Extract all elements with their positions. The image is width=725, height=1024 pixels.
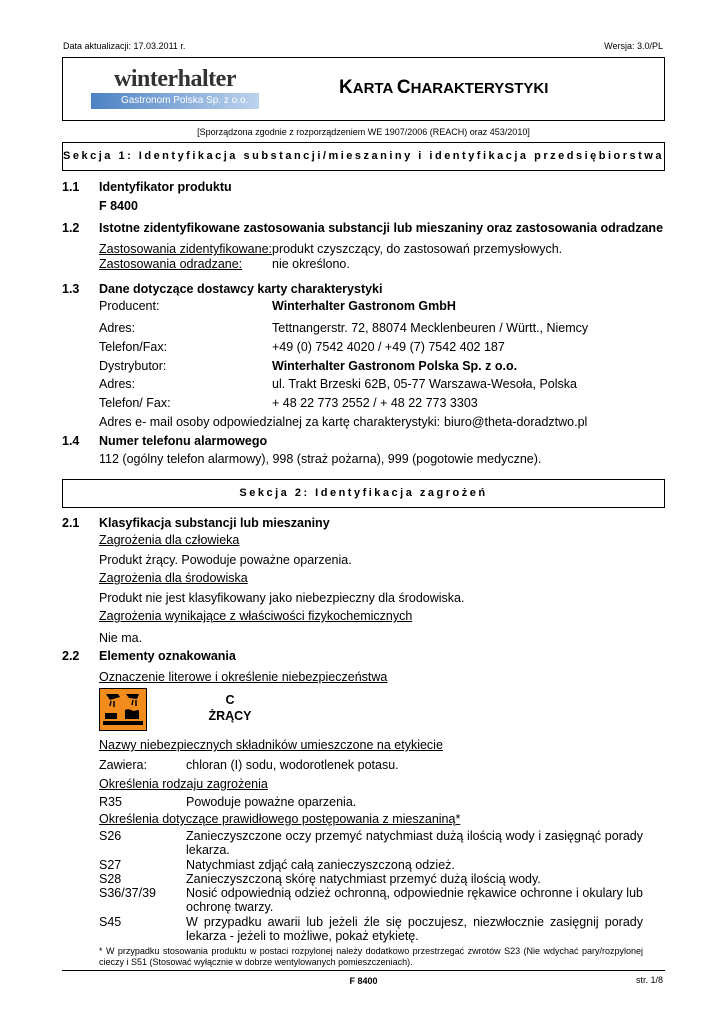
section2-header [62, 479, 665, 508]
phys-hazards-text: Nie ma. [99, 631, 143, 645]
footer-rule [62, 970, 665, 971]
supplier-label: Adres: [99, 377, 136, 391]
supplier-value: Tettnangerstr. 72, 88074 Mecklenbeuren / Württ., Niemcy [272, 321, 589, 335]
risk-text: Powoduje poważne oparzenia. [186, 795, 357, 809]
supplier-value: Winterhalter Gastronom Polska Sp. z o.o. [272, 359, 518, 373]
s22-num: 2.2 [62, 649, 80, 663]
logo-bar [91, 93, 259, 109]
env-hazards-heading: Zagrożenia dla środowiska [99, 571, 248, 585]
safety-code: S45 [99, 915, 122, 929]
symbol-heading: Oznaczenie literowe i określenie niebezpieczeństwa [99, 670, 388, 684]
s11-num: 1.1 [62, 180, 80, 194]
logo-subline: Gastronom Polska Sp. z o.o. [121, 95, 249, 106]
safety-text: Nosić odpowiednią odzież ochronną, odpowiednie rękawice ochronne i okulary lub ochronę twarzy. [186, 886, 643, 914]
supplier-value: Winterhalter Gastronom GmbH [272, 299, 456, 313]
s13-title: Dane dotyczące dostawcy karty charakterystyki [99, 282, 383, 296]
s14-num: 1.4 [62, 434, 80, 448]
safety-heading: Określenia dotyczące prawidłowego postępowania z mieszaniną* [99, 812, 461, 826]
product-id: F 8400 [99, 199, 138, 213]
supplier-label: Telefon/Fax: [99, 340, 168, 354]
supplier-label: Telefon/ Fax: [99, 396, 171, 410]
email-label: Adres e- mail osoby odpowiedzialnej za kartę charakterystyki: [99, 415, 441, 429]
version: Wersja: 3.0/PL [604, 41, 663, 51]
section1-header [62, 142, 665, 171]
human-hazards-heading: Zagrożenia dla człowieka [99, 533, 240, 547]
symbol-name: ŻRĄCY [208, 709, 252, 723]
safety-text: Zanieczyszczone oczy przemyć natychmiast dużą ilością wody i zasięgnąć porady lekarza. [186, 829, 643, 857]
emergency-phones: 112 (ogólny telefon alarmowy), 998 (straż pożarna), 999 (pogotowie medyczne). [99, 452, 542, 466]
safety-code: S26 [99, 829, 122, 843]
safety-text: Zanieczyszczoną skórę natychmiast przemyć dużą ilością wody. [186, 872, 541, 886]
s14-title: Numer telefonu alarmowego [99, 434, 268, 448]
logo-brand: winterhalter [114, 66, 236, 92]
symbol-letter: C [225, 693, 235, 707]
human-hazards-text: Produkt żrący. Powoduje poważne oparzenia. [99, 553, 352, 567]
risk-code: R35 [99, 795, 122, 809]
phys-hazards-heading: Zagrożenia wynikające z właściwości fizykochemicznych [99, 609, 413, 623]
supplier-value: + 48 22 773 2552 / + 48 22 773 3303 [272, 396, 478, 410]
section2-title: Sekcja 2: Identyfikacja zagrożeń [239, 487, 488, 499]
supplier-label: Adres: [99, 321, 136, 335]
safety-code: S27 [99, 858, 122, 872]
regulation-note: [Sporządzona zgodnie z rozporządzeniem WE 1907/2006 (REACH) oraz 453/2010] [197, 127, 530, 137]
uses-label: Zastosowania zidentyfikowane: [99, 242, 273, 256]
safety-text: Natychmiast zdjąć całą zanieczyszczoną odzież. [186, 858, 455, 872]
components-heading: Nazwy niebezpiecznych składników umieszczone na etykiecie [99, 738, 443, 752]
s22-title: Elementy oznakowania [99, 649, 236, 663]
s13-num: 1.3 [62, 282, 80, 296]
uses-value: produkt czyszczący, do zastosowań przemysłowych. [272, 242, 563, 256]
title-box [62, 57, 665, 121]
components-value: chloran (I) sodu, wodorotlenek potasu. [186, 758, 399, 772]
safety-text: W przypadku awarii lub jeżeli źle się poczujesz, niezwłocznie zasięgnij porady lekarza - jeżeli to możliwe, pokaż etykietę. [186, 915, 643, 943]
logo [91, 66, 259, 112]
update-date: Data aktualizacji: 17.03.2011 r. [63, 41, 186, 51]
document-title: KARTA CHARAKTERYSTYKI [339, 77, 549, 98]
advised-label: Zastosowania odradzane: [99, 257, 243, 271]
env-hazards-text: Produkt nie jest klasyfikowany jako niebezpieczny dla środowiska. [99, 591, 465, 605]
s21-title: Klasyfikacja substancji lub mieszaniny [99, 516, 330, 530]
advised-value: nie określono. [272, 257, 350, 271]
page-number: str. 1/8 [635, 975, 663, 985]
s12-title: Istotne zidentyfikowane zastosowania substancji lub mieszaniny oraz zastosowania odradzane [99, 221, 664, 235]
risk-heading: Określenia rodzaju zagrożenia [99, 777, 268, 791]
footnote: * W przypadku stosowania produktu w postaci rozpylonej należy dodatkowo przestrzegać zwrotów S23 (Nie wdychać pary/rozpylonej cieczy i S51 (Stosować wyłącznie w dobrze wentylowanych pomieszczeniach). [99, 946, 643, 967]
footer-product: F 8400 [349, 976, 378, 986]
s12-num: 1.2 [62, 221, 80, 235]
supplier-label: Dystrybutor: [99, 359, 167, 373]
supplier-value: ul. Trakt Brzeski 62B, 05-77 Warszawa-Wesoła, Polska [272, 377, 577, 391]
corrosive-icon [99, 688, 147, 731]
safety-code: S36/37/39 [99, 886, 156, 900]
safety-code: S28 [99, 872, 122, 886]
supplier-value: +49 (0) 7542 4020 / +49 (7) 7542 402 187 [272, 340, 505, 354]
components-label: Zawiera: [99, 758, 147, 772]
email-link[interactable]: biuro@theta-doradztwo.pl [444, 415, 588, 429]
s11-title: Identyfikator produktu [99, 180, 232, 194]
section1-title: Sekcja 1: Identyfikacja substancji/mieszaniny i identyfikacja przedsiębiorstwa [63, 150, 664, 162]
s21-num: 2.1 [62, 516, 80, 530]
supplier-label: Producent: [99, 299, 160, 313]
